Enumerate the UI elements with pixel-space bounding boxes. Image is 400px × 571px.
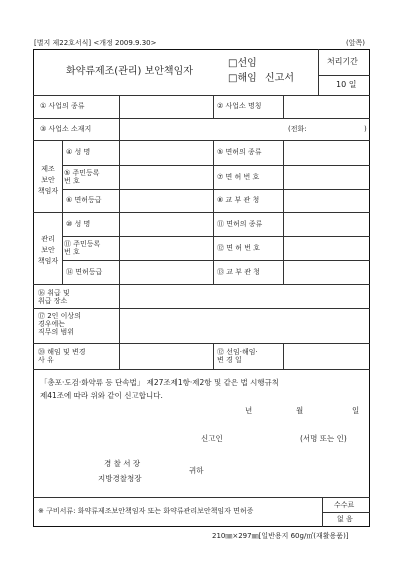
manufacture-license-number-label: ⑦ 면 허 번 호 bbox=[217, 173, 260, 181]
management-rrn-label: ⑪ 주민등록 번 호 bbox=[64, 240, 101, 256]
form-number: [별지 제22호서식] <개정 2009.9.30> bbox=[34, 39, 157, 47]
option-appoint-checkbox[interactable]: □선임 bbox=[228, 58, 257, 69]
management-issuer-label: ⑬ 교 부 관 청 bbox=[217, 268, 260, 276]
change-reason-label: ⑳ 해임 및 변경 사 유 bbox=[38, 348, 86, 364]
phone-close: ) bbox=[364, 125, 367, 133]
page-side-label: (앞쪽) bbox=[346, 39, 365, 47]
business-name-label: ② 사업소 명칭 bbox=[217, 102, 262, 110]
statement-line-2: 제41조에 따라 위와 같이 신고합니다. bbox=[40, 391, 163, 400]
date-year: 년 bbox=[245, 406, 253, 415]
business-type-label: ① 사업의 종류 bbox=[40, 102, 85, 110]
manufacture-issuer-label: ⑧ 교 부 관 청 bbox=[217, 196, 260, 204]
fee-label: 수수료 bbox=[334, 501, 355, 509]
manufacture-license-grade-label: ⑥ 면허등급 bbox=[66, 196, 102, 204]
phone-label: (전화: bbox=[288, 125, 307, 133]
management-officer-group-label: 관리 보안 책임자 bbox=[37, 235, 59, 265]
date-day: 일 bbox=[352, 406, 360, 415]
recipient-honorific: 귀하 bbox=[189, 466, 204, 475]
form-title: 화약류제조(관리) 보안책임자 bbox=[66, 66, 193, 77]
required-documents-note: ※ 구비서류: 화약류제조보안책임자 또는 화약류관리보안책임자 면허증 bbox=[38, 507, 254, 515]
recipient-regional-police: 지방경찰청장 bbox=[98, 474, 142, 483]
management-license-grade-label: ⑭ 면허등급 bbox=[66, 268, 103, 276]
signature-label: (서명 또는 인) bbox=[300, 434, 347, 443]
reporter-label: 신고인 bbox=[201, 434, 223, 443]
business-address-label: ③ 사업소 소재지 bbox=[40, 125, 92, 133]
statement-line-1: 「총포·도검·화약류 등 단속법」 제27조제1항·제2항 및 같은 법 시행규칙 bbox=[40, 378, 280, 387]
management-license-type-label: ⑪ 면허의 종류 bbox=[217, 220, 263, 228]
form-frame bbox=[33, 49, 370, 527]
processing-period-label: 처리기간 bbox=[327, 57, 358, 66]
change-date-label: ⑫ 선임·해임· 변 경 일 bbox=[217, 348, 258, 364]
processing-period-value: 10 일 bbox=[336, 80, 357, 89]
management-name-label: ⑩ 성 명 bbox=[66, 220, 91, 228]
option-dismiss-checkbox[interactable]: □해임 bbox=[228, 73, 257, 84]
manufacture-license-type-label: ⑤ 면허의 종류 bbox=[217, 148, 262, 156]
paper-spec: 210㎜×297㎜[일반용지 60g/㎡(재활용품)] bbox=[212, 532, 349, 540]
date-month: 월 bbox=[296, 406, 304, 415]
fee-value: 없 음 bbox=[337, 515, 353, 523]
manufacture-officer-group-label: 제조 보안 책임자 bbox=[37, 165, 59, 195]
duty-scope-label: ⑰ 2인 이상의 경우에는 직무의 범위 bbox=[38, 312, 81, 336]
form-title-suffix: 신고서 bbox=[265, 73, 294, 84]
handling-place-label: ⑯ 취급 및 취급 장소 bbox=[38, 289, 70, 305]
manufacture-name-label: ④ 성 명 bbox=[66, 148, 91, 156]
recipient-police-station: 경 찰 서 장 bbox=[104, 459, 141, 468]
management-license-number-label: ⑫ 면 허 번 호 bbox=[217, 244, 260, 252]
manufacture-rrn-label: ⑤ 주민등록 번 호 bbox=[64, 169, 100, 185]
